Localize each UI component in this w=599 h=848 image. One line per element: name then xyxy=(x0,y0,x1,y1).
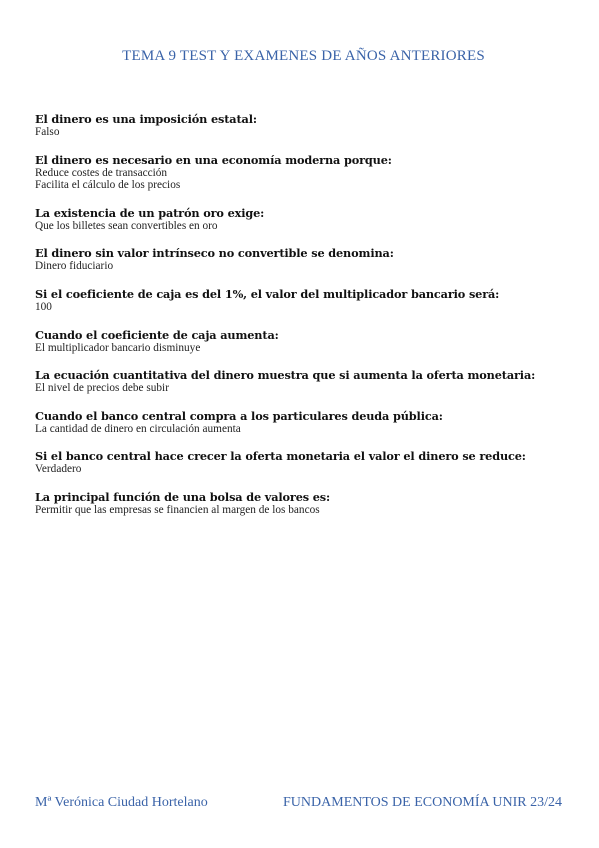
question-text: El dinero es una imposición estatal: xyxy=(35,112,257,126)
answer-text: Verdadero xyxy=(35,463,82,476)
question-item xyxy=(35,409,575,436)
question-text: Si el coeficiente de caja es del 1%, el valor del multiplicador bancario será: xyxy=(35,286,500,301)
answer-text: Falso xyxy=(35,126,60,138)
question-text: La principal función de una bolsa de valores es: xyxy=(35,489,331,504)
answer-text: Dinero fiduciario xyxy=(35,260,114,273)
question-item xyxy=(35,246,575,273)
question-text: Cuando el coeficiente de caja aumenta: xyxy=(35,327,279,342)
question-text: El dinero es necesario en una economía moderna porque: xyxy=(35,152,392,167)
question-item xyxy=(35,449,575,476)
question-text: El dinero sin valor intrínseco no convertible se denomina: xyxy=(35,246,394,261)
question-item xyxy=(35,287,575,314)
answer-text: Que los billetes sean convertibles en oro xyxy=(35,219,218,232)
question-item xyxy=(35,112,575,139)
footer-course: FUNDAMENTOS DE ECONOMÍA UNIR 23/24 xyxy=(283,795,562,810)
answer-text: Reduce costes de transacción xyxy=(35,166,168,179)
question-item xyxy=(35,206,575,233)
question-item xyxy=(35,490,575,517)
answer-text: La cantidad de dinero en circulación aumenta xyxy=(35,422,241,435)
question-item xyxy=(35,153,575,192)
footer-author: Mª Verónica Ciudad Hortelano xyxy=(35,795,208,810)
question-text: Cuando el banco central compra a los particulares deuda pública: xyxy=(35,408,443,423)
question-text: La ecuación cuantitativa del dinero muestra que si aumenta la oferta monetaria: xyxy=(35,368,536,383)
answer-text: Permitir que las empresas se financien al margen de los bancos xyxy=(35,503,320,516)
answer-text: Facilita el cálculo de los precios xyxy=(35,179,181,192)
answer-text: El multiplicador bancario disminuye xyxy=(35,341,201,354)
page-header xyxy=(0,48,599,65)
question-item xyxy=(35,328,575,355)
page-footer xyxy=(35,795,562,815)
page-title: TEMA 9 TEST Y EXAMENES DE AÑOS ANTERIORES xyxy=(122,48,485,64)
question-text: Si el banco central hace crecer la oferta monetaria el valor el dinero se reduce: xyxy=(35,449,526,464)
answer-text: El nivel de precios debe subir xyxy=(35,382,169,395)
answer-text: 100 xyxy=(35,300,52,313)
question-item xyxy=(35,368,575,395)
question-text: La existencia de un patrón oro exige: xyxy=(35,205,265,220)
question-list xyxy=(35,112,575,531)
